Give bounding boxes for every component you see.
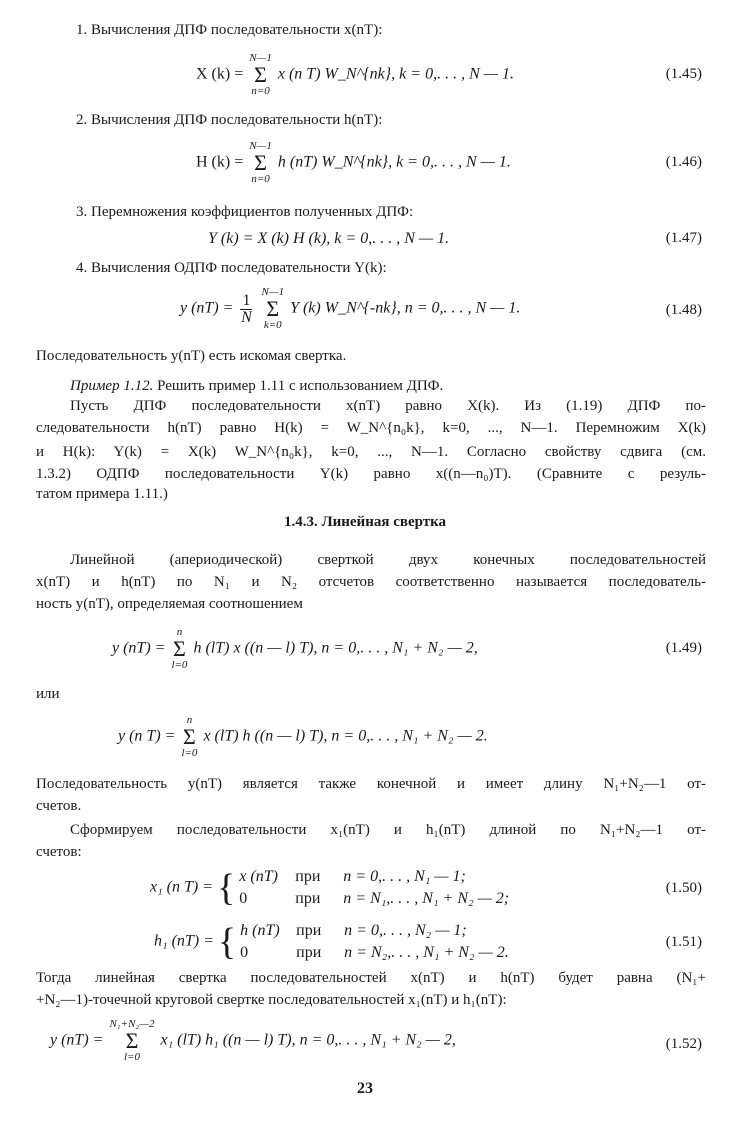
section-heading: 1.4.3. Линейная свертка — [283, 514, 447, 530]
sum-symbol: n Σ l=0 — [171, 626, 188, 671]
eq-lhs: H (k) = — [196, 153, 244, 171]
case-word: при — [295, 890, 321, 907]
eq-rhs: x (lT) h ((n — l) T), n = 0,. . . , N₁ + N₂ — 2. — [203, 727, 488, 745]
example-line: татом примера 1.11.) — [36, 486, 168, 502]
sum-symbol: N—1 Σ k=0 — [261, 286, 285, 331]
equation-number: (1.49) — [665, 640, 702, 656]
equation-number: (1.51) — [665, 934, 702, 950]
example-title: Пример 1.12. — [70, 378, 154, 394]
case-cond: n = N₁,. . . , N₁ + N₂ — 2; — [343, 890, 510, 907]
page-number: 23 — [357, 1080, 373, 1097]
equation-number: (1.46) — [665, 154, 702, 170]
eq-lhs: x₁ (n T) = — [150, 878, 214, 896]
equation-1-46 — [196, 140, 511, 186]
example-text: Решить пример 1.11 с использованием ДПФ. — [153, 378, 444, 394]
equation-1-50 — [150, 866, 509, 910]
sum-upper: N₁+N₂—2 — [109, 1018, 155, 1030]
sum-symbol: N—1 Σ n=0 — [249, 52, 272, 97]
case-cond: n = 0,. . . , N₁ — 1; — [343, 868, 466, 885]
example-line: Пусть ДПФ последовательности x(nT) равно X(k). Из (1.19) ДПФ по- — [70, 398, 706, 414]
paragraph-line: Последовательность y(nT) является также конечной и имеет длину N₁+N₂—1 от- — [36, 776, 706, 792]
example-heading — [70, 376, 443, 396]
equation-unnumbered — [118, 714, 488, 760]
equation-number: (1.45) — [665, 66, 702, 82]
case-row — [240, 942, 509, 964]
paragraph-line: счетов. — [36, 798, 82, 814]
case-row — [239, 866, 509, 888]
fraction-numerator: 1 — [242, 291, 251, 309]
eq-lhs: h₁ (nT) = — [154, 932, 214, 950]
fraction-denominator: N — [241, 308, 252, 326]
sum-lower: n=0 — [251, 85, 270, 97]
sum-symbol: N—1 Σ n=0 — [249, 140, 272, 185]
eq-rhs: Y (k) W_N^{-nk}, n = 0,. . . , N — 1. — [290, 299, 521, 317]
eq-rhs: h (nT) W_N^{nk}, k = 0,. . . , N — 1. — [277, 153, 511, 171]
example-line: следовательности h(nT) равно H(k) = W_N^{n₀k}, k=0, ..., N—1. Перемножим X(k) — [36, 420, 706, 436]
case-word: при — [295, 868, 321, 885]
sum-upper: N—1 — [249, 52, 272, 64]
case-cond: n = N₂,. . . , N₁ + N₂ — 2. — [344, 944, 509, 961]
sum-lower: l=0 — [171, 659, 188, 671]
equation-number: (1.52) — [665, 1036, 702, 1052]
sum-lower: k=0 — [263, 319, 282, 331]
sum-upper: N—1 — [261, 286, 285, 298]
equation-number: (1.50) — [665, 880, 702, 896]
equation-1-45 — [196, 52, 514, 98]
case-value: h (nT) — [240, 922, 280, 939]
eq-lhs: y (nT) = — [50, 1031, 104, 1049]
cases — [239, 866, 509, 910]
paragraph-line: Сформируем последовательности x₁(nT) и h₁(nT) длиной по N₁+N₂—1 от- — [70, 822, 706, 838]
sum-lower: l=0 — [181, 747, 198, 759]
list-item-2: 2. Вычисления ДПФ последовательности h(nT): — [76, 112, 383, 128]
brace: { — [217, 867, 236, 909]
equation-1-51 — [154, 920, 509, 964]
case-value: 0 — [240, 944, 249, 961]
eq-rhs: x₁ (lT) h₁ ((n — l) T), n = 0,. . . , N₁ + N₂ — 2, — [160, 1031, 456, 1049]
paragraph-line: Линейной (апериодической) сверткой двух конечных последовательностей — [70, 552, 706, 568]
paragraph: Последовательность y(nT) есть искомая свертка. — [36, 348, 347, 364]
case-cond: n = 0,. . . , N₂ — 1; — [344, 922, 467, 939]
eq-lhs: y (n T) = — [118, 727, 176, 745]
sum-lower: l=0 — [123, 1051, 140, 1063]
eq-lhs: X (k) = — [196, 65, 244, 83]
eq-rhs: x (n T) W_N^{nk}, k = 0,. . . , N — 1. — [277, 65, 514, 83]
case-word: при — [296, 944, 322, 961]
eq-lhs: y (nT) = — [180, 299, 234, 317]
list-item-3: 3. Перемножения коэффициентов полученных ДПФ: — [76, 204, 414, 220]
fraction — [240, 293, 252, 326]
case-word: при — [296, 922, 322, 939]
case-value: x (nT) — [239, 868, 278, 885]
sum-upper: n — [176, 626, 183, 638]
equation-1-47: Y (k) = X (k) H (k), k = 0,. . . , N — 1. — [208, 230, 450, 247]
list-item-4: 4. Вычисления ОДПФ последовательности Y(k): — [76, 260, 387, 276]
example-line: 1.3.2) ОДПФ последовательности Y(k) равно x((n—n₀)T). (Сравните с резуль- — [36, 466, 706, 482]
equation-1-52 — [50, 1018, 456, 1064]
brace: { — [217, 921, 237, 963]
cases — [240, 920, 509, 964]
paragraph-line: Тогда линейная свертка последовательностей x(nT) и h(nT) будет равна (N₁+ — [36, 970, 706, 986]
paragraph-line: счетов: — [36, 844, 82, 860]
eq-lhs: y (nT) = — [112, 639, 166, 657]
paragraph-line: x(nT) и h(nT) по N₁ и N₂ отсчетов соответственно называется последователь- — [36, 574, 706, 590]
case-value: 0 — [239, 890, 248, 907]
paragraph-line: +N₂—1)-точечной круговой свертке последовательностей x₁(nT) и h₁(nT): — [36, 992, 507, 1008]
sum-upper: n — [186, 714, 193, 726]
equation-number: (1.47) — [665, 230, 702, 246]
connector-word: или — [36, 686, 60, 702]
sum-upper: N—1 — [249, 140, 272, 152]
sum-symbol: N₁+N₂—2 Σ l=0 — [109, 1018, 155, 1063]
equation-number: (1.48) — [665, 302, 702, 318]
eq-rhs: h (lT) x ((n — l) T), n = 0,. . . , N₁ + N₂ — 2, — [193, 639, 478, 657]
case-row — [239, 888, 509, 910]
equation-1-48 — [180, 286, 520, 332]
sum-lower: n=0 — [251, 173, 270, 185]
sum-symbol: n Σ l=0 — [181, 714, 198, 759]
equation-1-49 — [112, 626, 478, 672]
case-row — [240, 920, 509, 942]
paragraph-line: ность y(nT), определяемая соотношением — [36, 596, 303, 612]
list-item-1: 1. Вычисления ДПФ последовательности x(nT): — [76, 22, 383, 38]
example-line: и H(k): Y(k) = X(k) W_N^{n₀k}, k=0, ..., N—1. Согласно свойству сдвига (см. — [36, 444, 706, 460]
